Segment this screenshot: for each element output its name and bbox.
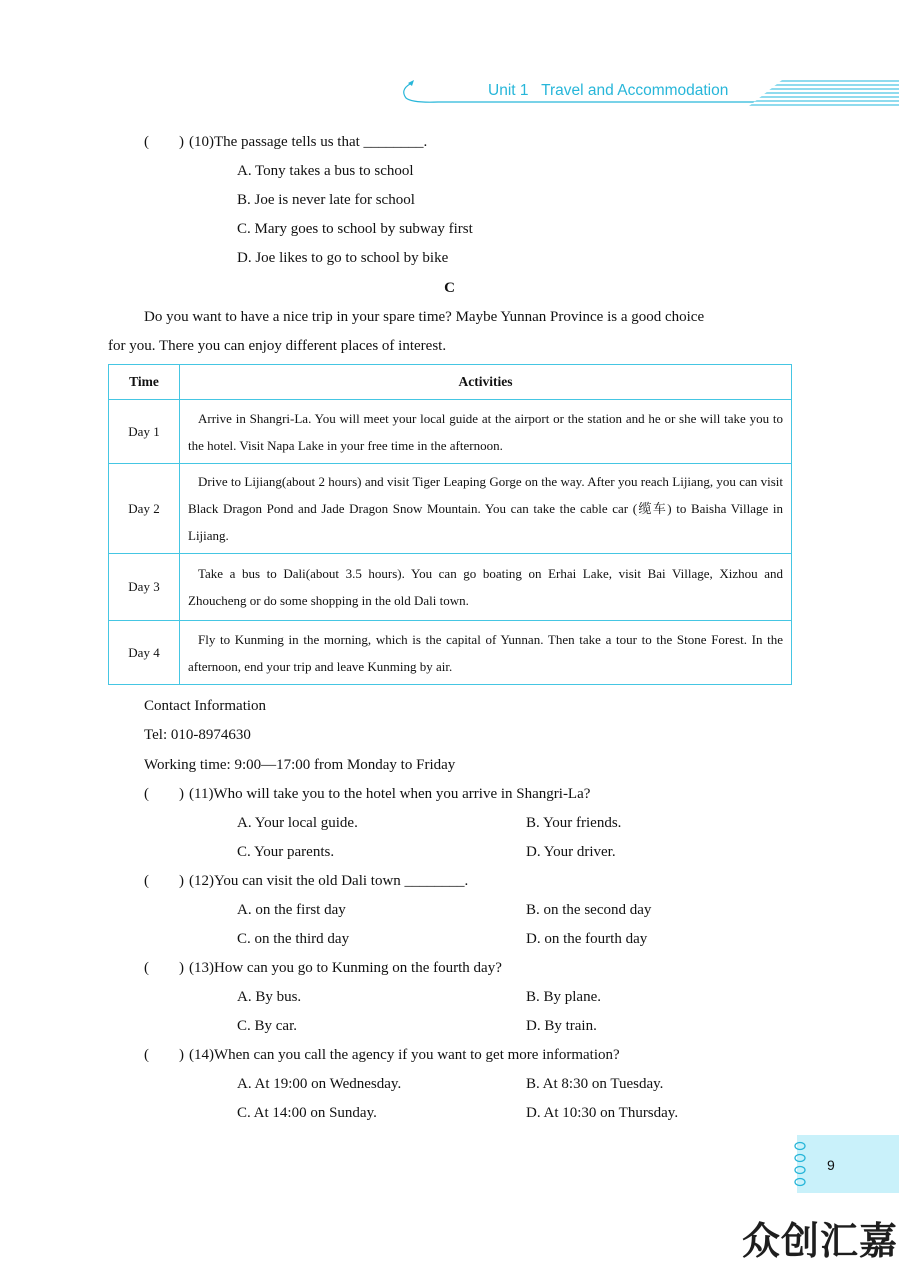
working-time: Working time: 9:00—17:00 from Monday to Friday	[144, 757, 456, 773]
header-stripes	[749, 80, 899, 106]
option: A. By bus.	[237, 989, 302, 1005]
option: D. Joe likes to go to school by bike	[237, 250, 449, 266]
day-cell: Day 2	[109, 464, 180, 554]
activities-cell: Drive to Lijiang(about 2 hours) and visit Tiger Leaping Gorge on the way. After you reach Lijiang, you can visit Black Dragon Pond and Jade Dragon Snow Mountain. You can take the cable car (缆车) to Baisha Village in Lijiang.	[180, 464, 792, 554]
contact-tel: Tel: 010-8974630	[144, 727, 251, 743]
table-row	[109, 464, 792, 554]
option: C. on the third day	[237, 931, 350, 947]
answer-paren: ( )	[144, 873, 184, 889]
page-number: 9	[827, 1157, 835, 1173]
contact-title: Contact Information	[144, 698, 267, 714]
table-row	[109, 554, 792, 621]
table-header-row	[109, 365, 792, 400]
option: A. Your local guide.	[237, 815, 358, 831]
question-stem: (13)How can you go to Kunming on the fourth day?	[189, 960, 502, 976]
option: A. on the first day	[237, 902, 346, 918]
day-cell: Day 4	[109, 621, 180, 685]
activities-cell: Fly to Kunming in the morning, which is the capital of Yunnan. Then take a tour to the Stone Forest. In the afternoon, end your trip and leave Kunming by air.	[180, 621, 792, 685]
itinerary-table	[108, 364, 792, 685]
activities-header: Activities	[180, 365, 792, 400]
option: B. At 8:30 on Tuesday.	[526, 1076, 664, 1092]
option: C. Mary goes to school by subway first	[237, 221, 473, 237]
unit-title: Unit 1 Travel and Accommodation	[488, 82, 729, 99]
table-row	[109, 621, 792, 685]
option: B. Your friends.	[526, 815, 622, 831]
option: C. By car.	[237, 1018, 297, 1034]
dots-icon	[793, 1141, 807, 1187]
section-label: C	[444, 280, 455, 296]
intro-line-1: Do you want to have a nice trip in your spare time? Maybe Yunnan Province is a good choice	[144, 309, 705, 325]
option: C. At 14:00 on Sunday.	[237, 1105, 377, 1121]
option: D. At 10:30 on Thursday.	[526, 1105, 679, 1121]
option: C. Your parents.	[237, 844, 335, 860]
option: D. Your driver.	[526, 844, 616, 860]
option: A. Tony takes a bus to school	[237, 163, 414, 179]
option: B. on the second day	[526, 902, 652, 918]
day-cell: Day 3	[109, 554, 180, 621]
page-header	[398, 76, 899, 106]
option: A. At 19:00 on Wednesday.	[237, 1076, 402, 1092]
option: D. By train.	[526, 1018, 597, 1034]
day-cell: Day 1	[109, 400, 180, 464]
activities-cell: Arrive in Shangri-La. You will meet your local guide at the airport or the station and he or she will take you to the hotel. Visit Napa Lake in your free time in the afternoon.	[180, 400, 792, 464]
option: D. on the fourth day	[526, 931, 648, 947]
question-stem: (14)When can you call the agency if you want to get more information?	[189, 1047, 620, 1063]
question-stem: (11)Who will take you to the hotel when you arrive in Shangri-La?	[189, 786, 591, 802]
intro-line-2: for you. There you can enjoy different places of interest.	[108, 338, 447, 354]
answer-paren: ( )	[144, 134, 184, 150]
answer-paren: ( )	[144, 960, 184, 976]
answer-paren: ( )	[144, 1047, 184, 1063]
table-row	[109, 400, 792, 464]
question-stem: (10)The passage tells us that ________.	[189, 134, 428, 150]
watermark: 众创汇嘉	[742, 1219, 899, 1263]
option: B. Joe is never late for school	[237, 192, 415, 208]
answer-paren: ( )	[144, 786, 184, 802]
question-stem: (12)You can visit the old Dali town ________.	[189, 873, 469, 889]
page-number-tab	[797, 1135, 899, 1193]
option: B. By plane.	[526, 989, 601, 1005]
activities-cell: Take a bus to Dali(about 3.5 hours). You can go boating on Erhai Lake, visit Bai Village, Xizhou and Zhoucheng or do some shopping in the old Dali town.	[180, 554, 792, 621]
time-header: Time	[109, 365, 180, 400]
